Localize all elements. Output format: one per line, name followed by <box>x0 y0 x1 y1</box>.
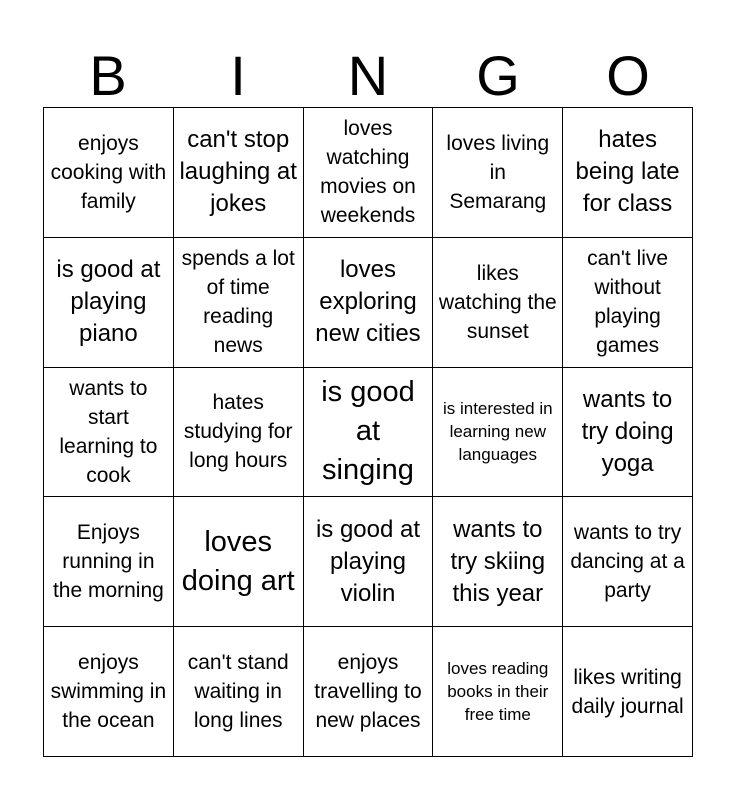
cell-text: is good at playing violin <box>315 515 421 607</box>
bingo-cell-r5-c2 <box>174 627 304 757</box>
bingo-cell-r1-c1 <box>44 108 174 238</box>
bingo-header <box>43 44 693 108</box>
bingo-cell-r4-c1 <box>44 497 174 627</box>
bingo-board <box>43 107 693 757</box>
cell-text: wants to try dancing at a party <box>570 521 685 603</box>
cell-text: is interested in learning new languages <box>442 399 553 465</box>
cell-text: likes watching the sunset <box>438 261 557 343</box>
cell-text: enjoys swimming in the ocean <box>50 651 167 733</box>
bingo-cell-r1-c5 <box>563 108 693 238</box>
bingo-cell-r5-c5 <box>563 627 693 757</box>
cell-text: is good at playing piano <box>56 256 161 348</box>
bingo-cell-r3-c2 <box>174 368 304 498</box>
cell-text: hates studying for long hours <box>183 391 293 473</box>
cell-text: loves living in Semarang <box>446 131 550 213</box>
cell-text: can't stand waiting in long lines <box>187 651 289 733</box>
cell-text: wants to try doing yoga <box>581 385 674 477</box>
bingo-cell-r1-c4 <box>433 108 563 238</box>
cell-text: can't live without playing games <box>587 247 669 358</box>
bingo-cell-r4-c2 <box>174 497 304 627</box>
bingo-cell-r4-c4 <box>433 497 563 627</box>
bingo-cell-r2-c3 <box>304 238 434 368</box>
bingo-cell-r2-c4 <box>433 238 563 368</box>
bingo-cell-r2-c5 <box>563 238 693 368</box>
bingo-cell-r1-c2 <box>174 108 304 238</box>
header-letter-o: O <box>606 44 650 107</box>
bingo-cell-r3-c1 <box>44 368 174 498</box>
header-letter-g: G <box>476 44 520 107</box>
cell-text: loves exploring new cities <box>315 256 421 348</box>
cell-text: loves watching movies on weekends <box>320 117 416 228</box>
cell-text: enjoys travelling to new places <box>314 651 422 733</box>
cell-text: spends a lot of time reading news <box>181 247 295 358</box>
bingo-cell-r5-c1 <box>44 627 174 757</box>
cell-text: loves reading books in their free time <box>447 659 549 725</box>
cell-text: loves doing art <box>181 525 295 597</box>
header-letter-b: B <box>89 44 127 107</box>
cell-text: wants to try skiing this year <box>450 515 546 607</box>
bingo-cell-r1-c3 <box>304 108 434 238</box>
bingo-cell-r2-c1 <box>44 238 174 368</box>
cell-text: Enjoys running in the morning <box>52 521 164 603</box>
header-letter-n: N <box>347 44 389 107</box>
bingo-cell-r5-c3 <box>304 627 434 757</box>
bingo-cell-r3-c4 <box>433 368 563 498</box>
bingo-cell-r4-c3 <box>304 497 434 627</box>
bingo-cell-r4-c5 <box>563 497 693 627</box>
cell-text: is good at singing <box>321 376 415 487</box>
cell-text: can't stop laughing at jokes <box>179 126 297 218</box>
cell-text: enjoys cooking with family <box>50 131 167 213</box>
cell-text: likes writing daily journal <box>571 665 684 718</box>
cell-text: hates being late for class <box>575 126 680 218</box>
bingo-cell-r5-c4 <box>433 627 563 757</box>
bingo-cell-r3-c5 <box>563 368 693 498</box>
header-letter-i: I <box>230 44 246 107</box>
cell-text: wants to start learning to cook <box>59 376 158 487</box>
bingo-cell-r2-c2 <box>174 238 304 368</box>
bingo-cell-r3-c3 <box>304 368 434 498</box>
